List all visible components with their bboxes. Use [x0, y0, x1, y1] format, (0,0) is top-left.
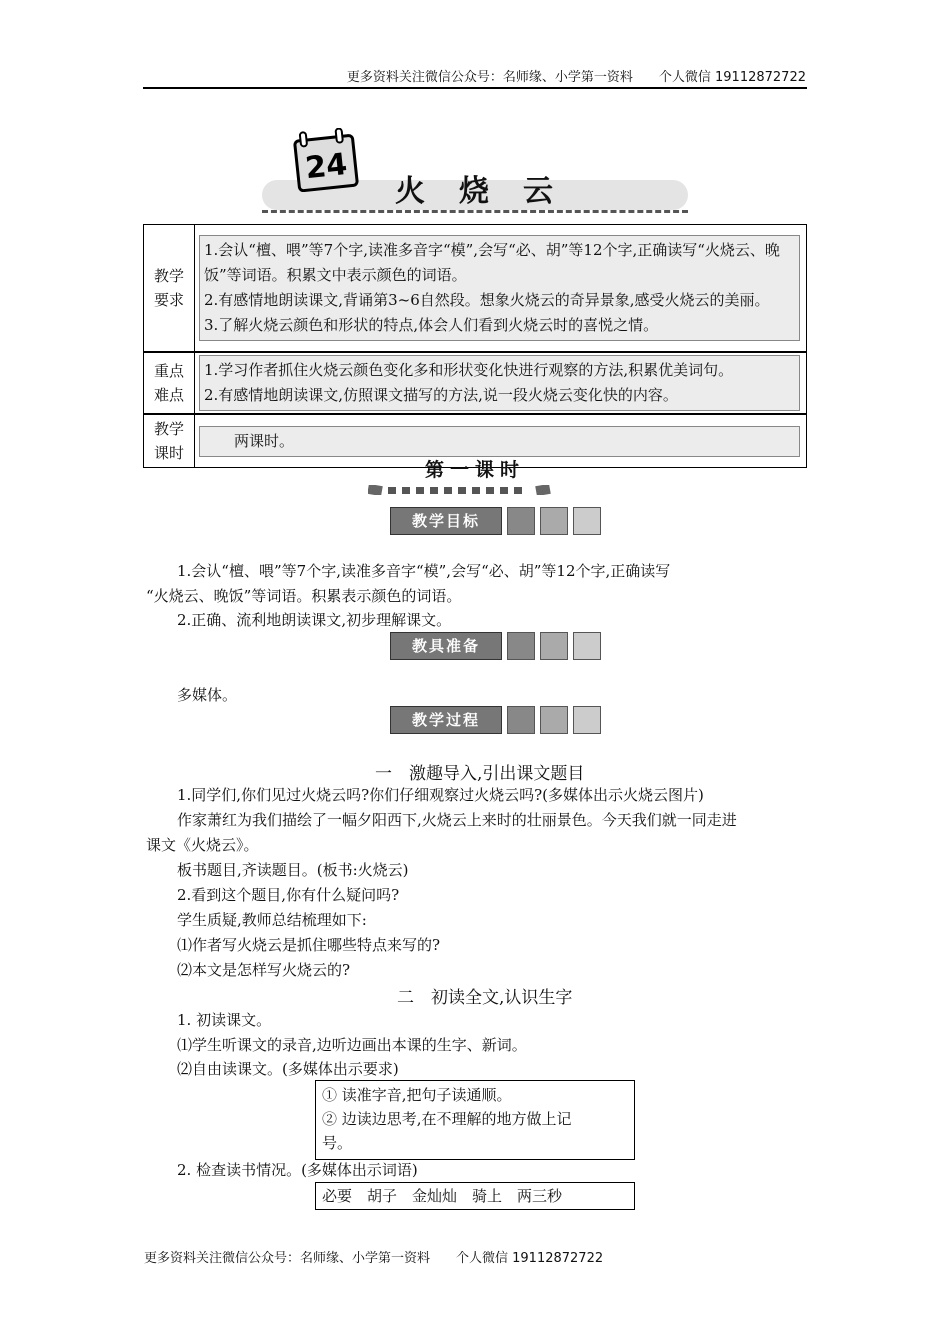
- box-line: ② 边读边思考,在不理解的地方做上记: [322, 1110, 572, 1128]
- key-point-item: 1.学习作者抓住火烧云颜色变化多和形状变化快进行观察的方法,积累优美词句。: [204, 361, 734, 379]
- box-line: 号。: [322, 1134, 353, 1152]
- body-line: ⑴学生听课文的录音,边听边画出本课的生字、新词。: [177, 1036, 527, 1054]
- objective-line: “火烧云、晚饭”等词语。积累表示颜色的词语。: [146, 587, 462, 605]
- page-header: 更多资料关注微信公众号：名师缘、小学第一资料 个人微信 19112872722: [346, 70, 806, 85]
- body-line: 学生质疑,教师总结梳理如下:: [177, 911, 367, 929]
- title-dashed-line: [262, 210, 688, 213]
- requirement-item: 1.会认“檀、喂”等7个字,读准多音字“模”,会写“必、胡”等12个字,正确读写“火烧云、晚饭”等词语。积累文中表示颜色的词语。: [204, 241, 780, 284]
- page-footer: 更多资料关注微信公众号：名师缘、小学第一资料 个人微信 19112872722: [144, 1251, 604, 1266]
- part2-heading: 二 初读全文,认识生字: [397, 988, 573, 1008]
- body-line: ⑵本文是怎样写火烧云的?: [177, 961, 351, 979]
- header-rule: [143, 87, 807, 89]
- requirements-box: [199, 235, 800, 341]
- body-line: 课文《火烧云》。: [146, 836, 259, 854]
- requirements-label: 教学 要求: [144, 225, 195, 353]
- key-point-item: 2.有感情地朗读课文,仿照课文描写的方法,说一段火烧云变化快的内容。: [204, 386, 678, 404]
- part1-heading: 一 激趣导入,引出课文题目: [375, 764, 585, 784]
- body-line: 作家萧红为我们描绘了一幅夕阳西下,火烧云上来时的壮丽景色。今天我们就一同走进: [177, 811, 737, 829]
- box-line: ① 读准字音,把句子读通顺。: [322, 1086, 512, 1104]
- decor-square: [573, 632, 601, 660]
- section-title: 第一课时: [424, 459, 525, 481]
- decor-square: [540, 632, 568, 660]
- requirement-item: 3.了解火烧云颜色和形状的特点,体会人们看到火烧云时的喜悦之情。: [204, 316, 659, 334]
- objective-line: 2.正确、流利地朗读课文,初步理解课文。: [177, 611, 452, 629]
- calendar-icon: [293, 128, 361, 192]
- requirement-item: 2.有感情地朗读课文,背诵第3~6自然段。想象火烧云的奇异景象,感受火烧云的美丽。: [204, 291, 770, 309]
- reading-requirements-box: [315, 1080, 635, 1160]
- body-line: ⑵自由读课文。(多媒体出示要求): [177, 1060, 399, 1078]
- class-hours-label: 教学 课时: [144, 414, 195, 468]
- tools-text: 多媒体。: [177, 686, 238, 704]
- body-line: ⑴作者写火烧云是抓住哪些特点来写的?: [177, 936, 441, 954]
- vocabulary-box: 必要 胡子 金灿灿 骑上 两三秒: [315, 1182, 635, 1210]
- tools-label: 教具准备: [390, 632, 502, 660]
- decor-square: [507, 632, 535, 660]
- key-points-label: 重点 难点: [144, 352, 195, 414]
- process-label: 教学过程: [390, 706, 502, 734]
- class-hours-value: 两课时。: [199, 426, 800, 457]
- body-line: 板书题目,齐读题目。(板书:火烧云): [177, 861, 409, 879]
- body-line: 1. 初读课文。: [177, 1011, 272, 1029]
- lesson-number: 24: [303, 147, 349, 187]
- body-line: 2.看到这个题目,你有什么疑问吗?: [177, 886, 400, 904]
- lesson-title: 火烧云: [395, 174, 587, 209]
- body-line: 1.同学们,你们见过火烧云吗?你们仔细观察过火烧云吗?(多媒体出示火烧云图片): [177, 786, 704, 804]
- decor-square: [507, 507, 535, 535]
- objective-line: 1.会认“檀、喂”等7个字,读准多音字“模”,会写“必、胡”等12个字,正确读写: [177, 562, 671, 580]
- decor-square: [573, 507, 601, 535]
- body-line: 2. 检查读书情况。(多媒体出示词语): [177, 1161, 418, 1179]
- decor-square: [573, 706, 601, 734]
- decor-square: [540, 706, 568, 734]
- section-dots-decoration: [368, 485, 553, 495]
- objectives-label: 教学目标: [390, 507, 502, 535]
- decor-square: [507, 706, 535, 734]
- decor-square: [540, 507, 568, 535]
- requirements-table: [143, 224, 807, 468]
- key-points-box: [199, 355, 800, 411]
